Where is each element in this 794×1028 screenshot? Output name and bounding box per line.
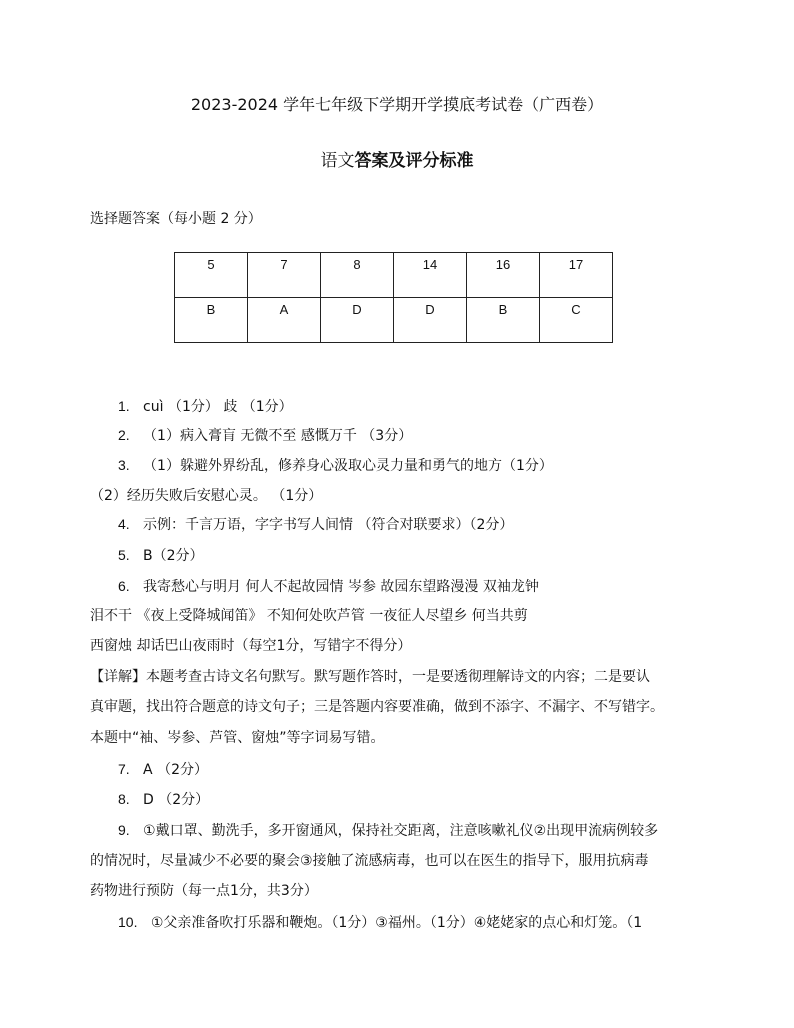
explanation-line (90, 666, 650, 686)
answer-text: （1）病入膏肓 无微不至 感慨万千 （3分） (143, 428, 413, 444)
table-cell-question: 16 (467, 253, 540, 298)
answer-text: （2）经历失败后安慰心灵。 （1分） (90, 488, 323, 504)
answer-text: ①戴口罩、勤洗手，多开窗通风，保持社交距离，注意咳嗽礼仪②出现甲流病例较多 (143, 823, 659, 839)
answer-text: 真审题，找出符合题意的诗文句子；三是答题内容要准确，做到不添字、不漏字、不写错字。 (90, 699, 664, 715)
answer-text: 示例：千言万语，字字书写人间情 （符合对联要求）（2分） (143, 517, 514, 533)
answer-text: 本题中“袖、岑参、芦管、窗烛”等字词易写错。 (90, 730, 385, 746)
answer-text: 我寄愁心与明月 何人不起故园情 岑参 故园东望路漫漫 双袖龙钟 (143, 579, 539, 595)
answer-line (90, 635, 411, 655)
answer-number: 10. (118, 914, 138, 930)
answer-text: D （2分） (143, 792, 210, 808)
answer-text: 药物进行预防（每一点1分，共3分） (90, 883, 318, 899)
answer-line (118, 425, 412, 445)
subtitle-text: 答案及评分标准 (354, 151, 474, 171)
table-cell-answer: D (394, 298, 467, 343)
answer-number: 4. (118, 516, 130, 532)
answer-number: 9. (118, 822, 130, 838)
answer-text: cuì （1分） 歧 （1分） (143, 399, 293, 415)
table-cell-answer: B (467, 298, 540, 343)
answer-line (90, 485, 322, 505)
document-title: 2023-2024 学年七年级下学期开学摸底考试卷（广西卷） (190, 95, 604, 114)
answer-text: 的情况时，尽量减少不必要的聚会③接触了流感病毒，也可以在医生的指导下，服用抗病毒 (90, 853, 649, 869)
table-row-questions (175, 253, 613, 298)
table-cell-answer: D (321, 298, 394, 343)
explanation-line (90, 727, 385, 747)
answer-line (90, 850, 649, 870)
answer-line (118, 396, 293, 416)
answer-text: （1）躲避外界纷乱，修养身心汲取心灵力量和勇气的地方（1分） (143, 458, 553, 474)
explanation-line (90, 696, 664, 716)
table-cell-question: 17 (540, 253, 613, 298)
answer-line (118, 545, 204, 565)
answer-line (118, 576, 539, 596)
answer-text: 【详解】本题考查古诗文名句默写。默写题作答时，一是要透彻理解诗文的内容；二是要认 (90, 669, 650, 685)
answer-text: 西窗烛 却话巴山夜雨时（每空1分，写错字不得分） (90, 638, 412, 654)
answer-number: 5. (118, 547, 130, 563)
choice-section-label: 选择题答案（每小题 2 分） (90, 211, 262, 227)
answer-number: 3. (118, 457, 130, 473)
answer-number: 6. (118, 578, 130, 594)
answer-line (118, 789, 209, 809)
answer-number: 1. (118, 398, 130, 414)
choice-answer-table (174, 252, 613, 343)
answer-line (90, 880, 318, 900)
answer-line (118, 759, 208, 779)
answer-number: 7. (118, 761, 130, 777)
answer-text: ①父亲准备吹打乐器和鞭炮。（1分）③福州。（1分）④姥姥家的点心和灯笼。（1 (150, 915, 643, 931)
subject-label: 语文 (320, 151, 355, 171)
answer-text: B（2分） (143, 548, 204, 564)
table-cell-answer: C (540, 298, 613, 343)
answer-line (118, 820, 658, 840)
table-cell-answer: A (248, 298, 321, 343)
document-subtitle (0, 146, 794, 171)
table-row-answers (175, 298, 613, 343)
table-cell-question: 7 (248, 253, 321, 298)
answer-line (118, 514, 513, 534)
answer-line (118, 455, 553, 475)
answer-number: 2. (118, 427, 130, 443)
table-cell-question: 5 (175, 253, 248, 298)
table-cell-question: 14 (394, 253, 467, 298)
answer-line (90, 605, 528, 625)
answer-line (118, 912, 642, 932)
answer-number: 8. (118, 791, 130, 807)
table-cell-question: 8 (321, 253, 394, 298)
table-cell-answer: B (175, 298, 248, 343)
answer-text: 泪不干 《夜上受降城闻笛》 不知何处吹芦管 一夜征人尽望乡 何当共剪 (90, 608, 528, 624)
answer-text: A （2分） (143, 762, 208, 778)
